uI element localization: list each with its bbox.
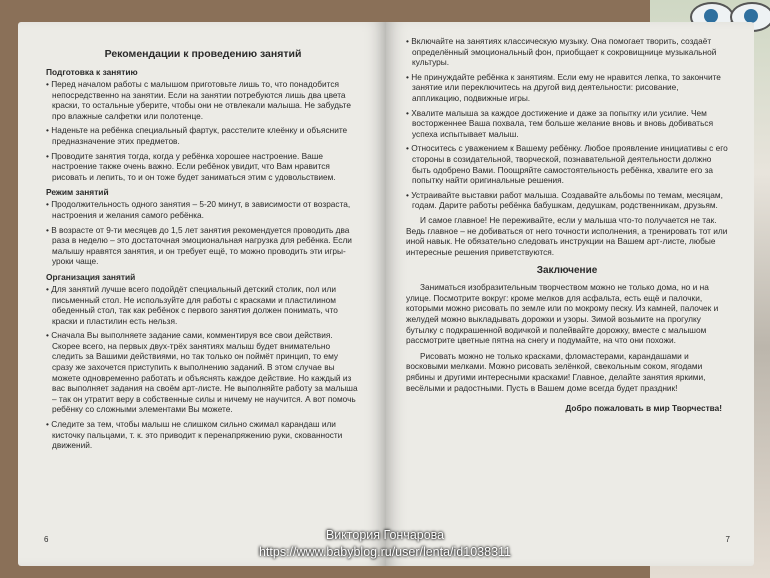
watermark-url: https://www.babyblog.ru/user/lenta/id1038311: [258, 545, 511, 559]
right-page: [386, 22, 754, 566]
list-item: • Продолжительность одного занятия – 5-20 минут, в зависимости от возраста, настроения и желания самого ребёнка.: [46, 199, 360, 220]
left-page: [18, 22, 386, 566]
section-heading: Организация занятий: [46, 271, 136, 282]
section-schedule: [46, 187, 360, 267]
list-item: • Хвалите малыша за каждое достижение и даже за попытку или усилие. Чем восторженнее Ваша похвала, тем больше желание вновь и вновь добиваться успеха испытывает малыш.: [406, 108, 728, 140]
conclusion-paragraph: Рисовать можно не только красками, фломастерами, карандашами и восковыми мелками. Можно рисовать зелёнкой, свекольным соком, ягодами рябины и другими интересными красками! Главное, делайте занятия яркими, весёлыми и радостными. Пусть в Вашем доме всегда будет праздник!: [406, 350, 706, 393]
conclusion-heading: Заключение: [536, 265, 598, 277]
list-item: • Включайте на занятиях классическую музыку. Она помогает творить, создаёт определённый эмоциональный фон, приобщает к сокровищнице музыкальной культуры.: [406, 36, 728, 68]
section-organization: [46, 272, 360, 451]
watermark-author: Виктория Гончарова: [325, 528, 445, 542]
main-point-paragraph: И самое главное! Не переживайте, если у малыша что-то получается не так. Ведь главное – не добиваться от него точности исполнения, а тренировать тот или иной навык. Не обязательно следовать инструкции на Вашем арт-листе, любые интересные решения приветствуются.: [406, 214, 728, 257]
list-item: • Сначала Вы выполняете задание сами, комментируя все свои действия. Скорее всего, на первых двух-трёх занятиях малыш будет внимательно следить за Вашими действиями, но так только он поймёт принцип, то ему сразу же захочется приступить к выполнению заданий. В этом случае вы можете одновременно работать и объяснять каждое действие. Но каждый из вас выполняет задания на своём арт-листе. Не выполняйте работу за малыша – так он утратит веру в собственные силы и ничему не научится. А вот помочь ребёнку со сложными элементами Вы можете.: [46, 330, 360, 415]
page-number: 7: [725, 535, 730, 544]
list-item: • Устраивайте выставки работ малыша. Создавайте альбомы по темам, месяцам, годам. Дарите работы ребёнка бабушкам, дедушкам, родственникам, друзьям.: [406, 190, 728, 211]
page-title: Рекомендации к проведению занятий: [104, 48, 302, 60]
list-item: • Для занятий лучше всего подойдёт специальный детский столик, пол или письменный стол. Не используйте для работы с красками и пластилином обеденный стол, так как ребёнок с первого занятия должен понимать, что краски и пластилин есть нельзя.: [46, 284, 360, 326]
list-item: • Наденьте на ребёнка специальный фартук, расстелите клеёнку и объясните предназначение этих предметов.: [46, 125, 360, 146]
section-heading: Подготовка к занятию: [46, 67, 138, 77]
conclusion-paragraph: Заниматься изобразительным творчеством можно не только дома, но и на улице. Посмотрите вокруг: кроме мелков для асфальта, есть ещё и палочки, которыми можно рисовать по земле или по мокрому песку. Из камней, палочек и желудей можно выкладывать дорожки и узоры. Зимой возьмите на прогулку бутылку с подкрашенной водичкой и полейвайте дорожку, вместе с малышом рассмотрите цветные пятна на снегу и подумайте, на что они похожи.: [406, 282, 719, 346]
list-item: • Не принуждайте ребёнка к занятиям. Если ему не нравится лепка, то закончите занятие или переключитесь на другой вид деятельности: рисование, аппликацию, подвижные игры.: [406, 72, 728, 104]
closing-line: Добро пожаловать в мир Творчества!: [565, 403, 722, 414]
list-item: • Следите за тем, чтобы малыш не слишком сильно сжимал карандаш или кисточку пальцами, т. к. это приводит к перенапряжению руки, скованности движений.: [46, 419, 360, 451]
section-preparation: [46, 67, 360, 182]
list-item: • Проводите занятия тогда, когда у ребёнка хорошее настроение. Ваше настроение также очень важно. Если ребёнок увидит, что Вам нравится рисовать и лепить, то и он тоже будет заниматься этим с удовольствием.: [46, 151, 360, 183]
list-item: • Перед началом работы с малышом приготовьте лишь то, что понадобится непосредственно на занятии. Если на занятии потребуются лишь два цвета краски, то остальные уберите, чтобы они не отвлекали малыша. Не забудьте про влажные салфетки или полотенце.: [46, 79, 360, 121]
list-item: • В возрасте от 9-ти месяцев до 1,5 лет занятия рекомендуется проводить два раза в неделю – это достаточная эмоциональная нагрузка для ребёнка. Если малышу нравятся занятия, и он требует ещё, то можно проводить эти игры-уроки чаще.: [46, 225, 360, 267]
page-number: 6: [44, 535, 49, 544]
list-item: • Относитесь с уважением к Вашему ребёнку. Любое проявление инициативы с его стороны в созидательной, творческой, познавательной деятельности должно быть одобрено Вами. Поощряйте самостоятельность ребёнка, хвалите его за попытку найти оригинальные решения.: [406, 143, 728, 185]
section-heading: Режим занятий: [46, 187, 109, 198]
